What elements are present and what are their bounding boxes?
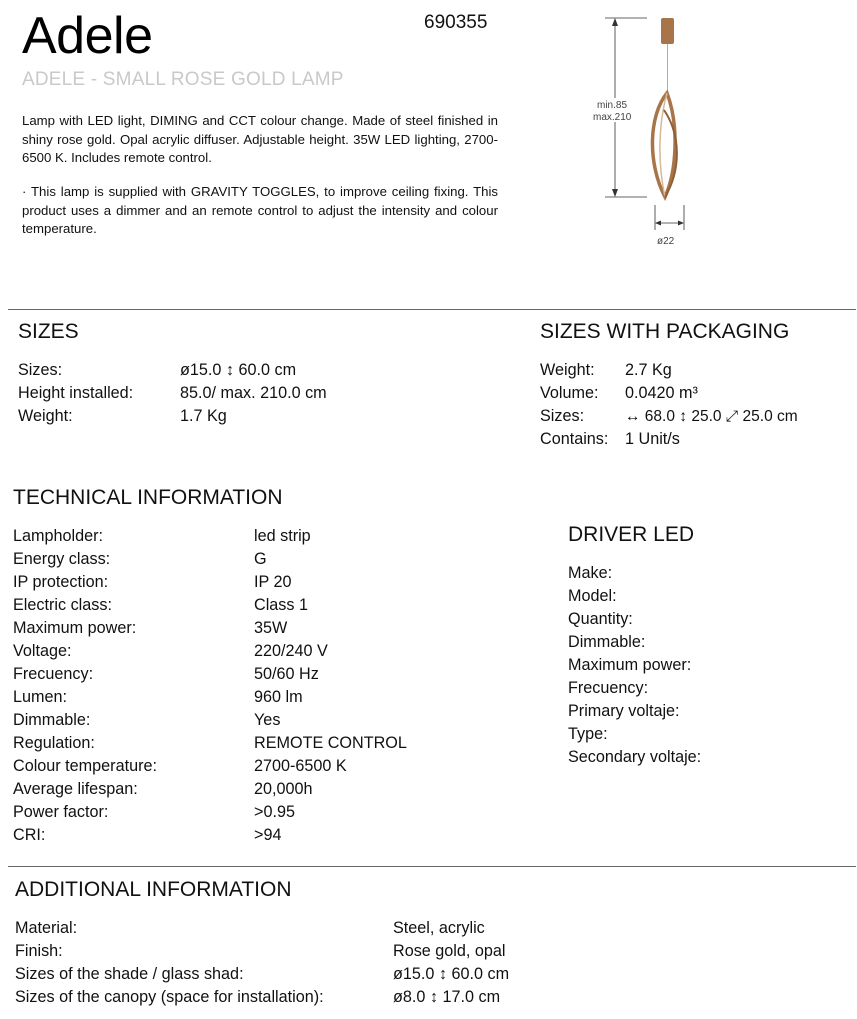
technical-value: 220/240 V — [254, 642, 328, 660]
lamp-loop-highlight — [660, 93, 667, 197]
technical-label: CRI: — [13, 826, 46, 844]
packaging-value: ↔ 68.0 ↕ 25.0 ⤢ 25.0 cm — [625, 408, 798, 425]
technical-label: Regulation: — [13, 734, 95, 752]
driver-label: Secondary voltaje: — [568, 748, 702, 766]
additional-label: Finish: — [15, 942, 63, 960]
sizes-value: 1.7 Kg — [180, 407, 227, 425]
packaging-heading: SIZES WITH PACKAGING — [540, 320, 790, 343]
arrow-left-icon — [655, 221, 661, 226]
technical-value: 50/60 Hz — [254, 665, 319, 683]
section-divider — [8, 309, 856, 310]
additional-value: Rose gold, opal — [393, 942, 506, 960]
additional-label: Material: — [15, 919, 78, 937]
technical-label: Energy class: — [13, 550, 111, 568]
additional-value: ø8.0 ↕ 17.0 cm — [393, 988, 501, 1006]
height-min-label: min.85 — [597, 100, 628, 111]
sizes-label: Sizes: — [18, 361, 63, 379]
driver-label: Primary voltaje: — [568, 702, 680, 720]
technical-label: Power factor: — [13, 803, 109, 821]
lamp-dimension-diagram — [585, 10, 705, 255]
packaging-label: Weight: — [540, 361, 595, 379]
packaging-value: 0.0420 m³ — [625, 384, 698, 402]
height-max-label: max.210 — [593, 112, 632, 123]
sizes-heading: SIZES — [18, 320, 79, 343]
packaging-value: 2.7 Kg — [625, 361, 672, 379]
technical-value: 2700-6500 K — [254, 757, 347, 775]
packaging-value: 1 Unit/s — [625, 430, 680, 448]
additional-heading: ADDITIONAL INFORMATION — [15, 878, 292, 901]
driver-label: Make: — [568, 564, 613, 582]
driver-label: Frecuency: — [568, 679, 649, 697]
technical-label: Electric class: — [13, 596, 112, 614]
diameter-label: ø22 — [657, 236, 675, 247]
technical-value: REMOTE CONTROL — [254, 734, 407, 752]
packaging-label: Contains: — [540, 430, 609, 448]
technical-value: Yes — [254, 711, 281, 729]
additional-table — [15, 917, 615, 1013]
arrow-up-icon — [612, 18, 618, 26]
sizes-value: 85.0/ max. 210.0 cm — [180, 384, 327, 402]
technical-value: >94 — [254, 826, 282, 844]
driver-label: Model: — [568, 587, 617, 605]
technical-label: Maximum power: — [13, 619, 137, 637]
driver-label: Maximum power: — [568, 656, 692, 674]
technical-label: IP protection: — [13, 573, 109, 591]
technical-value: 20,000h — [254, 780, 313, 798]
technical-value: 35W — [254, 619, 288, 637]
product-description: Lamp with LED light, DIMING and CCT colour change. Made of steel finished in shiny rose gold. Opal acrylic diffuser. Adjustable height. 35W LED lighting, 2700-6500 K. Includes remote control. — [22, 113, 498, 165]
sizes-label: Height installed: — [18, 384, 134, 402]
technical-label: Average lifespan: — [13, 780, 138, 798]
technical-value: G — [254, 550, 267, 568]
additional-label: Sizes of the shade / glass shad: — [15, 965, 244, 983]
additional-value: ø15.0 ↕ 60.0 cm — [393, 965, 510, 983]
arrow-right-icon — [678, 221, 684, 226]
technical-label: Lampholder: — [13, 527, 103, 545]
sizes-label: Weight: — [18, 407, 73, 425]
technical-value: led strip — [254, 527, 311, 545]
driver-heading: DRIVER LED — [568, 523, 695, 546]
technical-label: Frecuency: — [13, 665, 94, 683]
product-title: Adele — [22, 7, 153, 65]
technical-label: Colour temperature: — [13, 757, 157, 775]
technical-value: IP 20 — [254, 573, 292, 591]
driver-label: Dimmable: — [568, 633, 646, 651]
technical-value: 960 lm — [254, 688, 303, 706]
driver-label: Type: — [568, 725, 608, 743]
technical-label: Lumen: — [13, 688, 67, 706]
technical-heading: TECHNICAL INFORMATION — [13, 486, 283, 509]
product-description-note: · This lamp is supplied with GRAVITY TOGGLES, to improve ceiling fixing. This product uses a dimmer and an remote control to adjust the intensity and colour temperature. — [22, 184, 498, 236]
additional-label: Sizes of the canopy (space for installation): — [15, 988, 324, 1006]
driver-table — [568, 562, 848, 782]
sizes-value: ø15.0 ↕ 60.0 cm — [180, 361, 297, 379]
section-divider — [8, 866, 856, 867]
additional-value: Steel, acrylic — [393, 919, 485, 937]
technical-label: Dimmable: — [13, 711, 91, 729]
arrow-down-icon — [612, 189, 618, 197]
technical-label: Voltage: — [13, 642, 72, 660]
product-code: 690355 — [424, 12, 488, 33]
technical-value: >0.95 — [254, 803, 295, 821]
product-subtitle: ADELE - SMALL ROSE GOLD LAMP — [22, 69, 344, 90]
packaging-label: Sizes: — [540, 407, 585, 425]
canopy-shape — [661, 18, 674, 44]
technical-table — [13, 525, 513, 855]
technical-value: Class 1 — [254, 596, 308, 614]
driver-label: Quantity: — [568, 610, 633, 628]
packaging-label: Volume: — [540, 384, 599, 402]
